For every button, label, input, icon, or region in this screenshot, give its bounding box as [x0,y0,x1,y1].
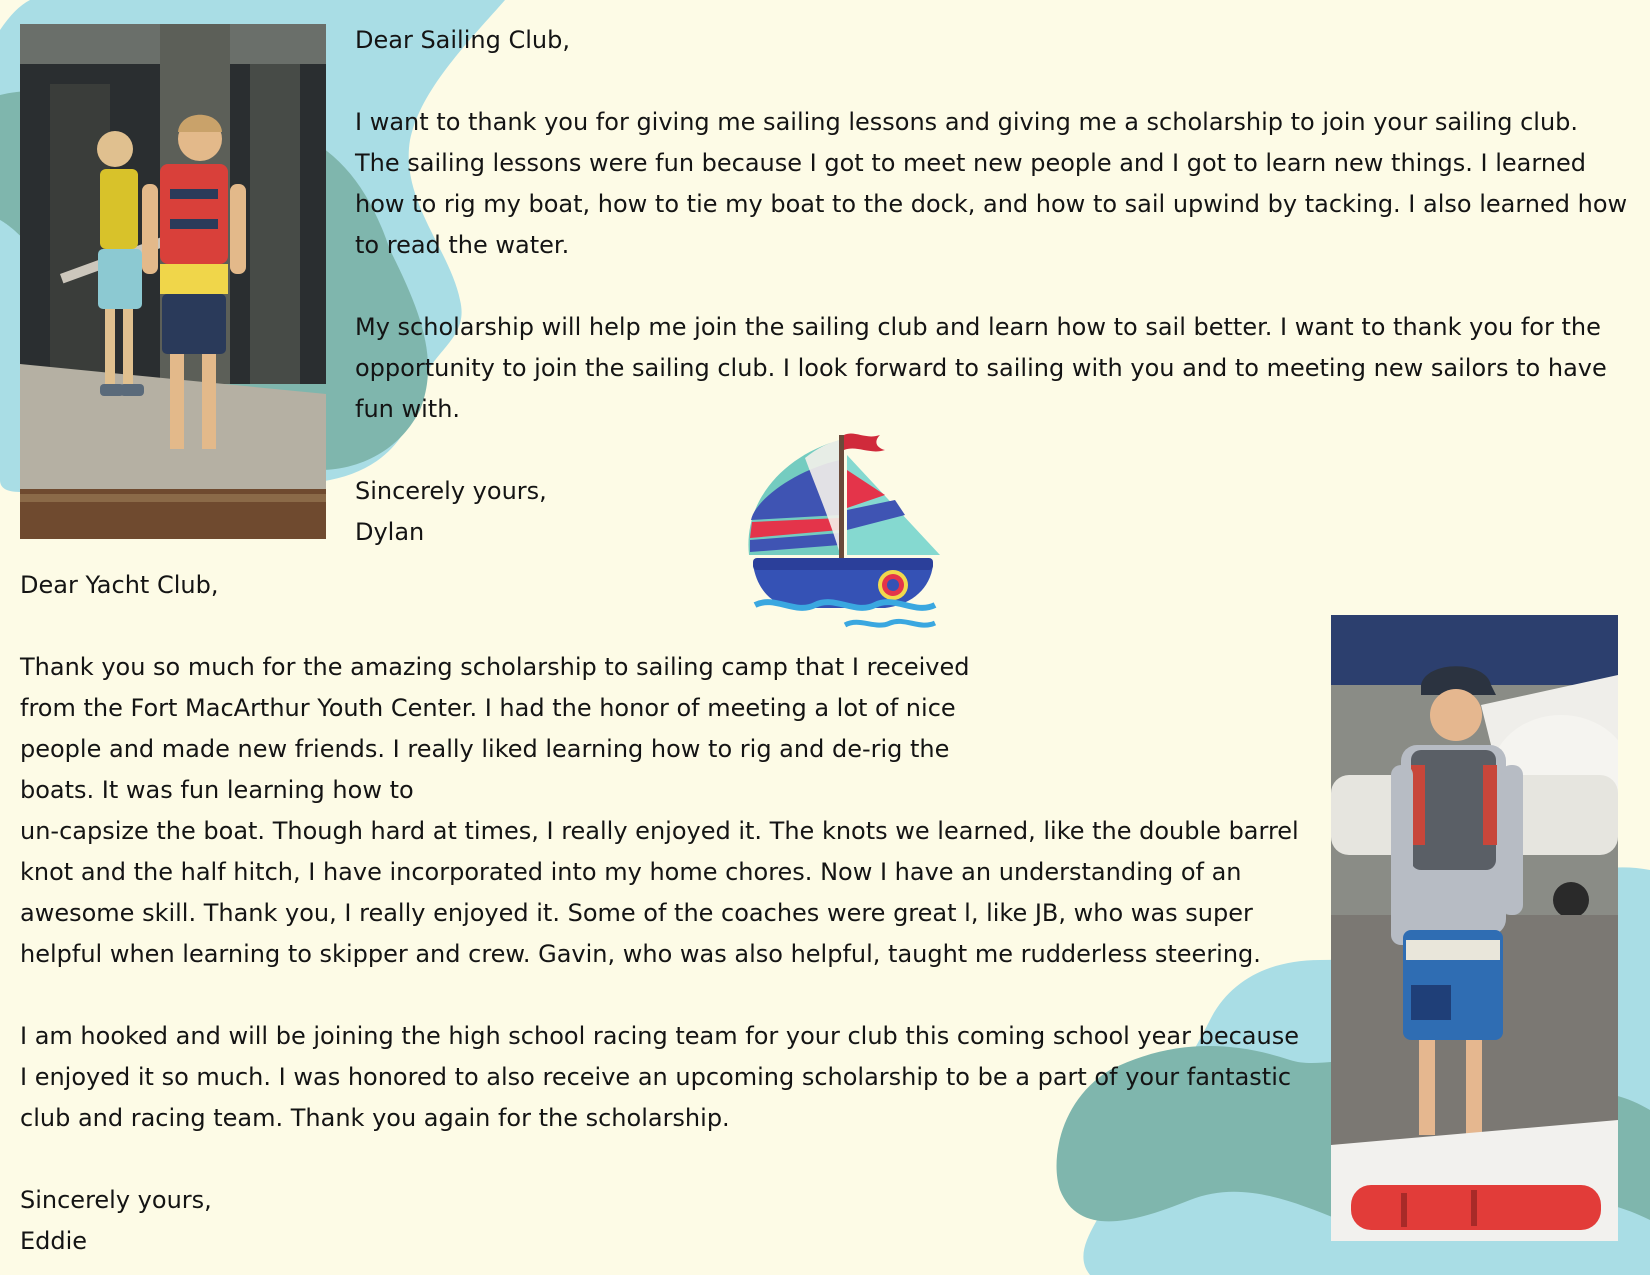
letter-greeting: Dear Sailing Club, [355,26,570,54]
letter-paragraph: un-capsize the boat. Though hard at times, I really enjoyed it. The knots we learned, like the double barrel knot and the half hitch, I have incorporated into my home chores. Now I have an understanding of an awesome skill. Thank you, I really enjoyed it. Some of the coaches were great l, like JB, who was super helpful when learning to skipper and crew. Gavin, who was also helpful, taught me rudderless steering. [20,817,1299,968]
boy-in-cap-on-boat-ramp-photo [1331,615,1618,1241]
letter-closing: Sincerely yours, [20,1186,212,1214]
photo-two-boys-on-dock [20,24,326,539]
photo-boy-on-boat-ramp [1331,615,1618,1241]
letter-paragraph: I want to thank you for giving me sailing lessons and giving me a scholarship to join your sailing club. The sailing lessons were fun because I got to meet new people and I got to learn new things. I learned how to rig my boat, how to tie my boat to the dock, and how to sail upwind by tacking. I also learned how to read the water. [355,108,1628,259]
letter-signature: Dylan [355,518,425,546]
letter-paragraph: I am hooked and will be joining the high school racing team for your club this coming school year because I enjoyed it so much. I was honored to also receive an upcoming scholarship to be a part of your fantastic club and racing team. Thank you again for the scholarship. [20,1022,1299,1132]
two-boys-in-life-jackets-on-dock-photo [20,24,326,539]
letter-greeting: Dear Yacht Club, [20,571,219,599]
letter-paragraph: My scholarship will help me join the sailing club and learn how to sail better. I want to thank you for the opportunity to join the sailing club. I look forward to sailing with you and to meeting new sailors to have fun with. [355,313,1607,423]
letter-signature: Eddie [20,1227,88,1255]
letter-paragraph: Thank you so much for the amazing scholarship to sailing camp that I received from the Fort MacArthur Youth Center. I had the honor of meeting a lot of nice people and made new friends. I really liked learning how to rig and de-rig the boats. It was fun learning how to [20,653,970,804]
letter-eddie [20,565,1300,1262]
letter-dylan [355,20,1630,553]
letter-closing: Sincerely yours, [355,477,547,505]
